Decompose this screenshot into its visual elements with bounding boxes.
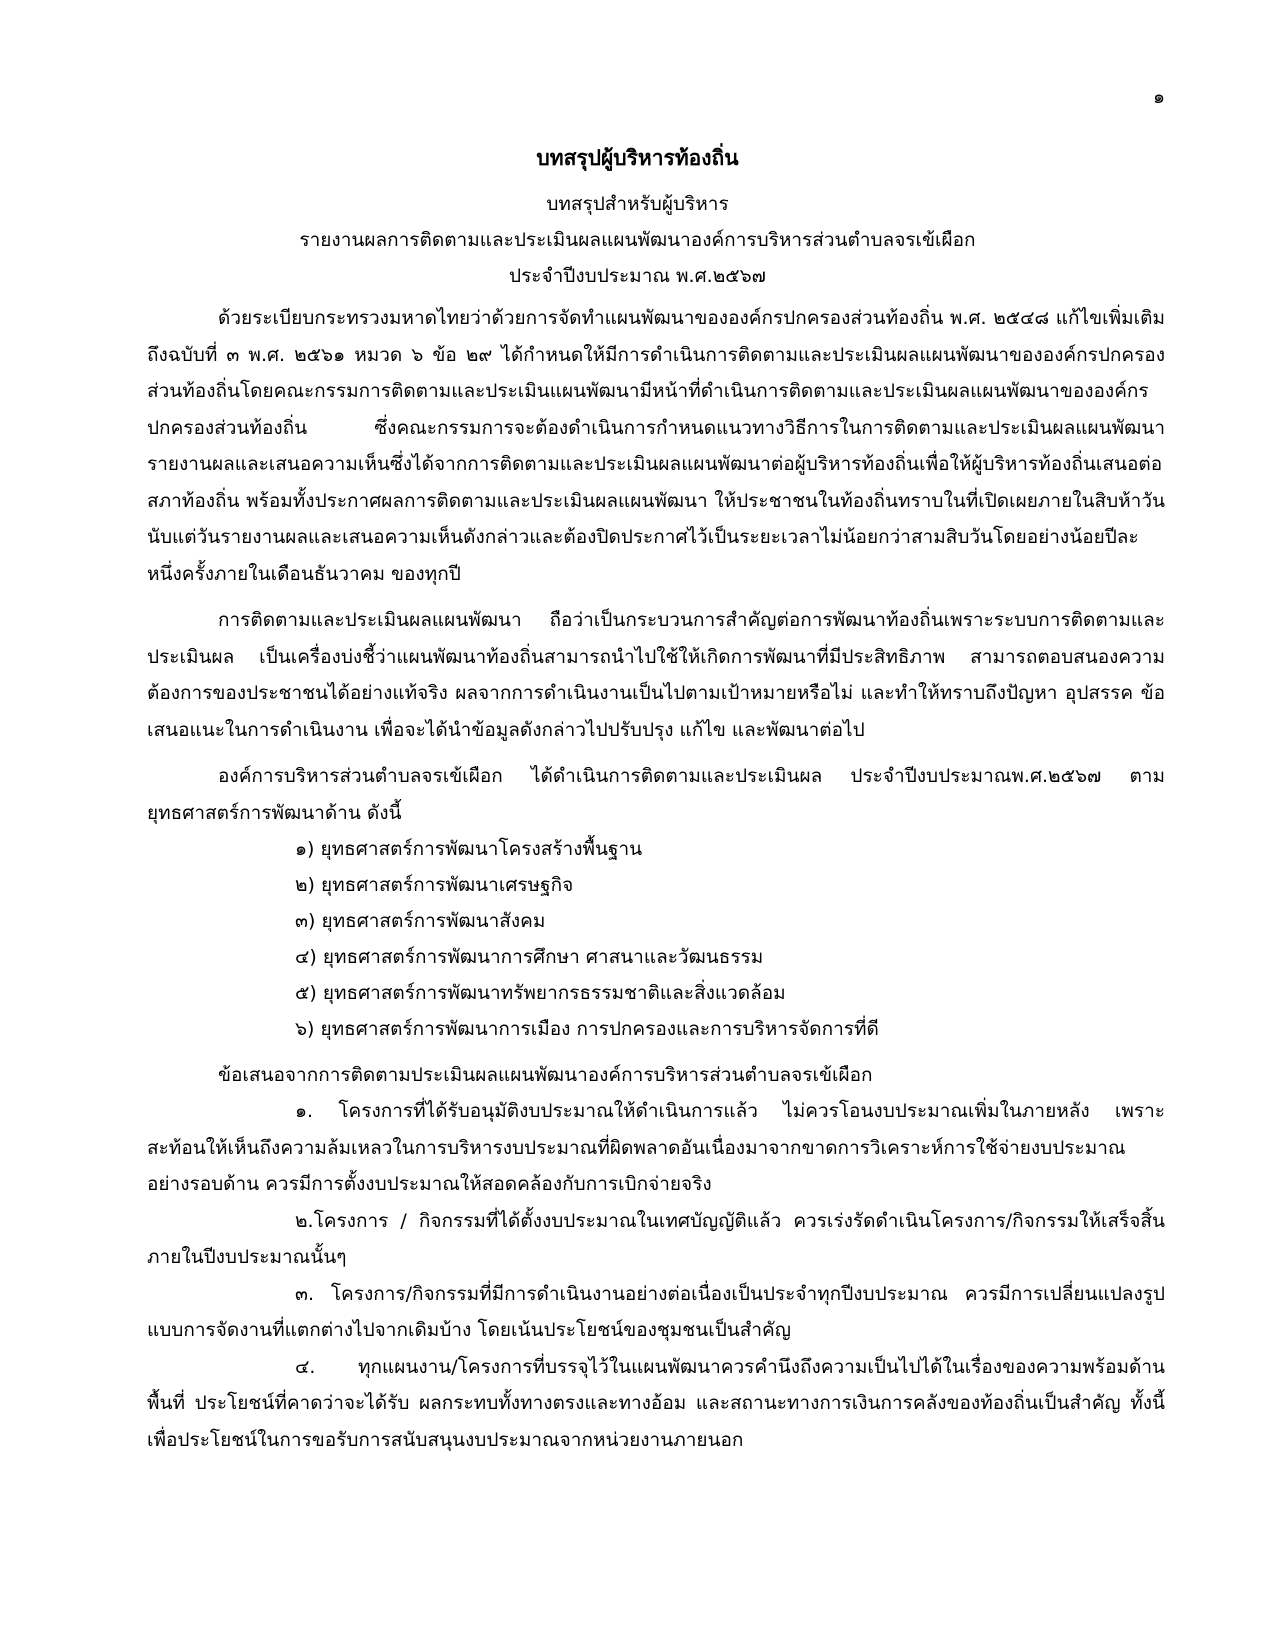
recommendation-1: ๑. โครงการที่ได้รับอนุมัติงบประมาณให้ดำเนินการแล้ว ไม่ควรโอนงบประมาณเพิ่มในภายหลัง เพราะสะท้อนให้เห็นถึงความล้มเหลวในการบริหารงบประมาณที่ผิดพลาดอันเนื่องมาจากขาดการวิเคราะห์การใช้จ่ายงบประมาณอย่างรอบด้าน ควรมีการตั้งงบประมาณให้สอดคล้องกับการเบิกจ่ายจริง — [147, 1100, 1165, 1195]
list-item: ๖) ยุทธศาสตร์การพัฒนาการเมือง การปกครองและการบริหารจัดการที่ดี — [295, 1018, 879, 1040]
list-item: ๔) ยุทธศาสตร์การพัฒนาการศึกษา ศาสนาและวัฒนธรรม — [295, 946, 764, 968]
list-item: ๑) ยุทธศาสตร์การพัฒนาโครงสร้างพื้นฐาน — [295, 838, 643, 860]
recommendation-2: ๒.โครงการ / กิจกรรมที่ได้ตั้งงบประมาณในเทศบัญญัติแล้ว ควรเร่งรัดดำเนินโครงการ/กิจกรรมให้เสร็จสิ้นภายในปีงบประมาณนั้นๆ — [147, 1209, 1165, 1268]
title-block — [0, 138, 1275, 294]
paragraph-strategies-intro: องค์การบริหารส่วนตำบลจรเข้เผือก ได้ดำเนินการติดตามและประเมินผล ประจำปีงบประมาณพ.ศ.๒๕๖๗ ตามยุทธศาสตร์การพัฒนาด้าน ดังนี้ — [147, 765, 1165, 824]
subtitle-1: บทสรุปสำหรับผู้บริหาร — [546, 193, 729, 215]
paragraph-importance: การติดตามและประเมินผลแผนพัฒนา ถือว่าเป็นกระบวนการสำคัญต่อการพัฒนาท้องถิ่นเพราะระบบการติดตามและประเมินผล เป็นเครื่องบ่งชี้ว่าแผนพัฒนาท้องถิ่นสามารถนำไปใช้ให้เกิดการพัฒนาที่มีประสิทธิภาพ สามารถตอบสนองความต้องการของประชาชนได้อย่างแท้จริง ผลจากการดำเนินงานเป็นไปตามเป้าหมายหรือไม่ และทำให้ทราบถึงปัญหา อุปสรรค ข้อเสนอแนะในการดำเนินงาน เพื่อจะได้นำข้อมูลดังกล่าวไปปรับปรุง แก้ไข และพัฒนาต่อไป — [147, 609, 1165, 741]
list-item: ๒) ยุทธศาสตร์การพัฒนาเศรษฐกิจ — [295, 874, 574, 896]
paragraph-regulation: ด้วยระเบียบกระทรวงมหาดไทยว่าด้วยการจัดทำแผนพัฒนาขององค์กรปกครองส่วนท้องถิ่น พ.ศ. ๒๕๔๘ แก้ไขเพิ่มเติม ถึงฉบับที่ ๓ พ.ศ. ๒๕๖๑ หมวด ๖ ข้อ ๒๙ ได้กำหนดให้มีการดำเนินการติดตามและประเมินผลแผนพัฒนาขององค์กรปกครองส่วนท้องถิ่นโดยคณะกรรมการติดตามและประเมินแผนพัฒนามีหน้าที่ดำเนินการติดตามและประเมินผลแผนพัฒนาขององค์กรปกครองส่วนท้องถิ่น ซึ่งคณะกรรมการจะต้องดำเนินการกำหนดแนวทางวิธีการในการติดตามและประเมินผลแผนพัฒนา รายงานผลและเสนอความเห็นซึ่งได้จากการติดตามและประเมินผลแผนพัฒนาต่อผู้บริหารท้องถิ่นเพื่อให้ผู้บริหารท้องถิ่นเสนอต่อสภาท้องถิ่น พร้อมทั้งประกาศผลการติดตามและประเมินผลแผนพัฒนา ให้ประชาชนในท้องถิ่นทราบในที่เปิดเผยภายในสิบห้าวัน นับแต่วันรายงานผลและเสนอความเห็นดังกล่าวและต้องปิดประกาศไว้เป็นระยะเวลาไม่น้อยกว่าสามสิบวันโดยอย่างน้อยปีละหนึ่งครั้งภายในเดือนธันวาคม ของทุกปี — [147, 307, 1165, 585]
recommendation-3: ๓. โครงการ/กิจกรรมที่มีการดำเนินงานอย่างต่อเนื่องเป็นประจำทุกปีงบประมาณ ควรมีการเปลี่ยนแปลงรูปแบบการจัดงานที่แตกต่างไปจากเดิมบ้าง โดยเน้นประโยชน์ของชุมชนเป็นสำคัญ — [147, 1282, 1165, 1341]
strategy-list — [147, 831, 1165, 1047]
list-item: ๓) ยุทธศาสตร์การพัฒนาสังคม — [295, 910, 546, 932]
document-title: บทสรุปผู้บริหารท้องถิ่น — [536, 146, 739, 170]
list-item: ๕) ยุทธศาสตร์การพัฒนาทรัพยากรธรรมชาติและสิ่งแวดล้อม — [295, 982, 786, 1004]
recommendation-4: ๔. ทุกแผนงาน/โครงการที่บรรจุไว้ในแผนพัฒนาควรคำนึงถึงความเป็นไปได้ในเรื่องของความพร้อมด้านพื้นที่ ประโยชน์ที่คาดว่าจะได้รับ ผลกระทบทั้งทางตรงและทางอ้อม และสถานะทางการเงินการคลังของท้องถิ่นเป็นสำคัญ ทั้งนี้เพื่อประโยชน์ในการขอรับการสนับสนุนงบประมาณจากหน่วยงานภายนอก — [147, 1355, 1165, 1451]
document-body — [147, 300, 1165, 1458]
recommendations-title: ข้อเสนอจากการติดตามประเมินผลแผนพัฒนาองค์การบริหารส่วนตำบลจรเข้เผือก — [218, 1064, 873, 1086]
page-number: ๑ — [1152, 86, 1165, 108]
subtitle-3: ประจำปีงบประมาณ พ.ศ.๒๕๖๗ — [509, 265, 766, 287]
subtitle-2: รายงานผลการติดตามและประเมินผลแผนพัฒนาองค์การบริหารส่วนตำบลจรเข้เผือก — [299, 229, 976, 251]
